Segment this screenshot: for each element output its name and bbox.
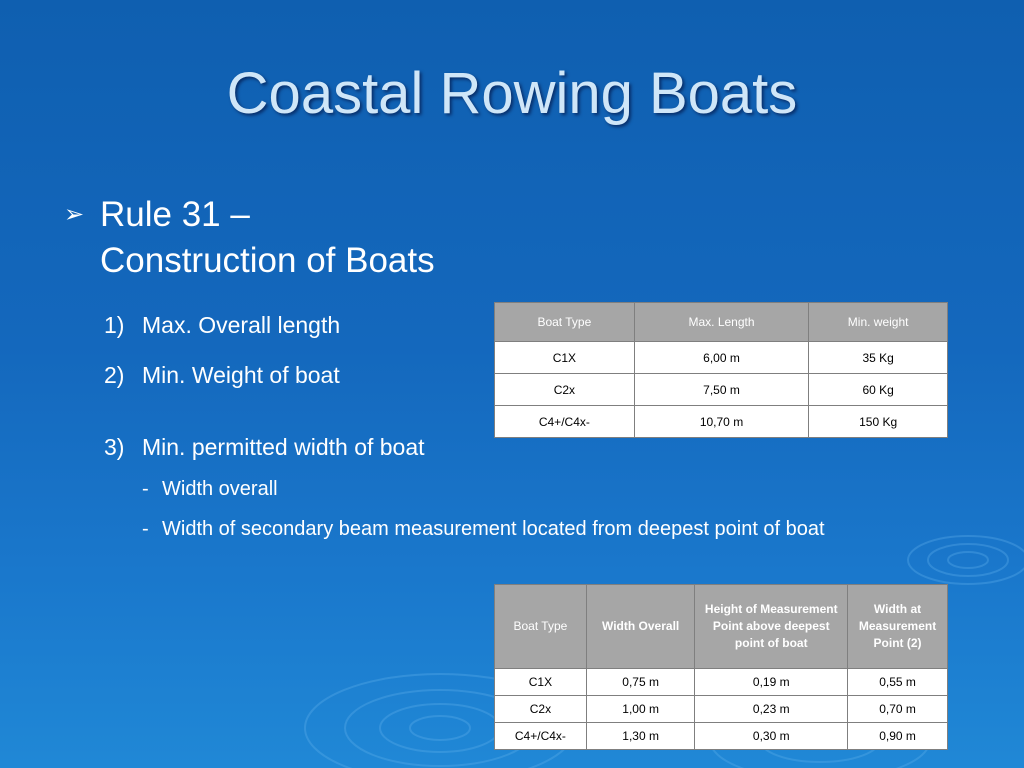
table-cell: 35 Kg <box>809 342 948 374</box>
table-header-row <box>495 303 948 342</box>
sub-item-text: Width of secondary beam measurement located from deepest point of boat <box>162 518 825 540</box>
table-cell: C1X <box>495 669 587 696</box>
table-row <box>495 406 948 438</box>
column-header: Height of Measurement Point above deepest point of boat <box>695 585 848 669</box>
bullet-line-2: Construction of Boats <box>100 241 435 280</box>
sub-item-dash: - <box>142 478 149 500</box>
table-cell: 0,30 m <box>695 723 848 750</box>
table-cell: 10,70 m <box>634 406 809 438</box>
table-cell: 1,30 m <box>586 723 695 750</box>
list-item <box>104 362 340 389</box>
item-number: 1) <box>104 312 125 338</box>
table-row <box>495 342 948 374</box>
table-cell: 0,90 m <box>848 723 948 750</box>
table-cell: C4+/C4x- <box>495 723 587 750</box>
column-header: Boat Type <box>495 585 587 669</box>
column-header: Width Overall <box>586 585 695 669</box>
main-bullet <box>64 192 435 284</box>
table-cell: C4+/C4x- <box>495 406 635 438</box>
sub-item <box>142 518 825 541</box>
table-row <box>495 723 948 750</box>
sub-item-text: Width overall <box>162 478 278 500</box>
column-header: Max. Length <box>634 303 809 342</box>
slide-title: Coastal Rowing Boats <box>226 61 798 126</box>
sub-item-dash: - <box>142 518 149 540</box>
table-cell: 0,23 m <box>695 696 848 723</box>
column-header: Boat Type <box>495 303 635 342</box>
table-row <box>495 696 948 723</box>
item-text: Max. Overall length <box>142 312 341 338</box>
max-length-weight-table <box>494 302 948 438</box>
item-text: Min. Weight of boat <box>142 362 340 388</box>
table-cell: C2x <box>495 696 587 723</box>
column-header: Width at Measurement Point (2) <box>848 585 948 669</box>
table-row <box>495 669 948 696</box>
table-cell: 0,75 m <box>586 669 695 696</box>
width-measurement-table <box>494 584 948 750</box>
table-row <box>495 374 948 406</box>
list-item <box>104 434 425 461</box>
item-number: 3) <box>104 434 125 460</box>
arrow-bullet-icon: ➢ <box>64 201 85 228</box>
table-cell: 0,19 m <box>695 669 848 696</box>
item-number: 2) <box>104 362 125 388</box>
column-header: Min. weight <box>809 303 948 342</box>
bullet-text <box>100 192 435 284</box>
table-cell: C2x <box>495 374 635 406</box>
table-cell: 0,55 m <box>848 669 948 696</box>
table-cell: 6,00 m <box>634 342 809 374</box>
table-cell: 150 Kg <box>809 406 948 438</box>
table-cell: 60 Kg <box>809 374 948 406</box>
table-header-row <box>495 585 948 669</box>
sub-item <box>142 478 278 501</box>
list-item <box>104 312 340 339</box>
bullet-line-1: Rule 31 – <box>100 195 250 234</box>
item-text: Min. permitted width of boat <box>142 434 425 460</box>
table-cell: 0,70 m <box>848 696 948 723</box>
table-cell: 7,50 m <box>634 374 809 406</box>
table-cell: C1X <box>495 342 635 374</box>
table-cell: 1,00 m <box>586 696 695 723</box>
